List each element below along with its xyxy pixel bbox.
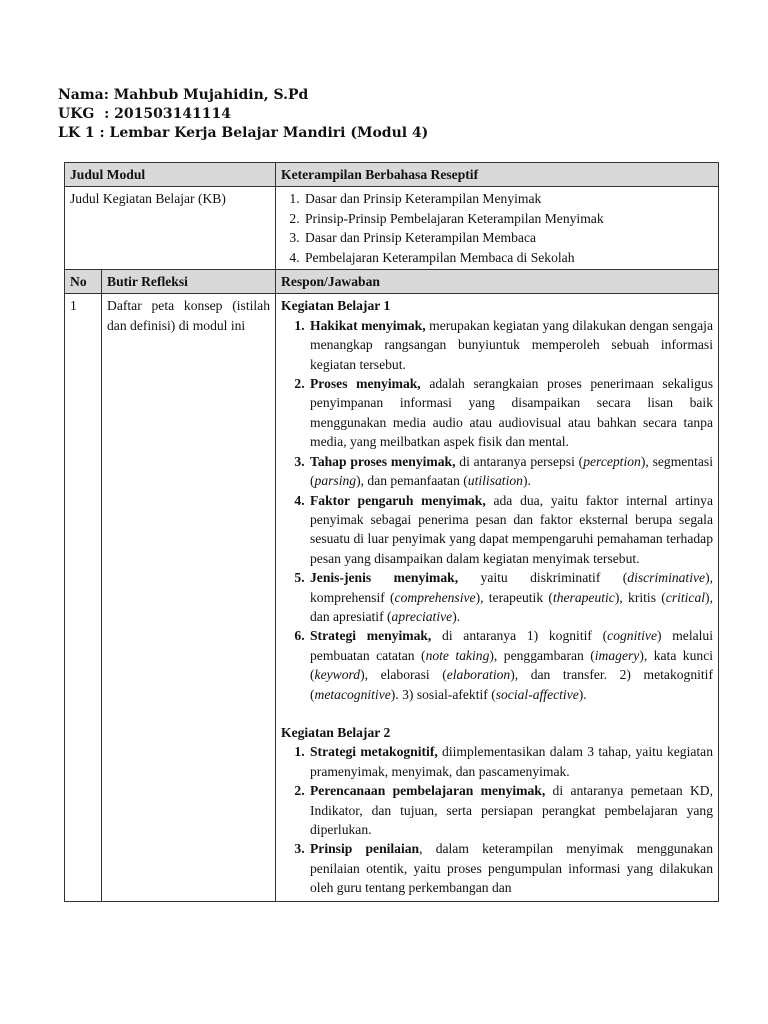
- kb-list: [281, 189, 713, 267]
- kb1-title: Kegiatan Belajar 1: [281, 298, 391, 314]
- nama-label: Nama: [58, 87, 104, 103]
- butir-refleksi-cell: Daftar peta konsep (istilah dan definisi) di modul ini: [102, 294, 276, 901]
- kb1-item-faktor: 4. Faktor pengaruh menyimak, ada dua, yaitu faktor internal artinya penyimak sebagai penerima pesan dan faktor eksternal berupa segala sesuatu di luar penyimak yang dapat mempengaruhi pemahaman terhadap pesan yang disampaikan dalam kegiatan menyimak tersebut.: [308, 491, 713, 569]
- kb2-item-strategi: 1. Strategi metakognitif, diimplementasikan dalam 3 tahap, yaitu kegiatan pramenyimak, menyimak, dan pascamenyimak.: [308, 742, 713, 781]
- kb-list-cell: [276, 187, 719, 270]
- col-no-header: No: [65, 270, 102, 294]
- kb2-item-perencanaan: 2. Perencanaan pembelajaran menyimak, di antaranya pemetaan KD, Indikator, dan tujuan, serta persiapan perangkat pembelajaran yang diperlukan.: [308, 781, 713, 839]
- kb-title-row: [65, 187, 719, 270]
- nama-line: [58, 86, 428, 105]
- worksheet-table: [64, 162, 719, 902]
- kb1-item-strategi: 6. Strategi menyimak, di antaranya 1) kognitif (cognitive) melalui pembuatan catatan (note taking), penggambaran (imagery), kata kunci (keyword), elaborasi (elaboration), dan transfer. 2) metakognitif (metacognitive). 3) sosial-afektif (social-affective).: [308, 626, 713, 704]
- kb1-list: [281, 316, 713, 704]
- judul-modul-label: Judul Modul: [65, 163, 276, 187]
- kb-item: 4. Pembelajaran Keterampilan Membaca di Sekolah: [303, 248, 713, 267]
- kb-item: 2. Prinsip-Prinsip Pembelajaran Keterampilan Menyimak: [303, 209, 713, 228]
- row-number: 1: [65, 294, 102, 901]
- lk-value: : Lembar Kerja Belajar Mandiri (Modul 4): [99, 125, 429, 141]
- respon-cell: [276, 294, 719, 901]
- reflection-row: [65, 294, 719, 901]
- module-title-row: [65, 163, 719, 187]
- kb1-item-tahap: 3. Tahap proses menyimak, di antaranya persepsi (perception), segmentasi (parsing), dan pemanfaatan (utilisation).: [308, 452, 713, 491]
- ukg-value: : 201503141114: [104, 106, 232, 122]
- kb-item: 1. Dasar dan Prinsip Keterampilan Menyimak: [303, 189, 713, 208]
- judul-kb-label: Judul Kegiatan Belajar (KB): [65, 187, 276, 270]
- kb1-item-proses: 2. Proses menyimak, adalah serangkaian proses penerimaan sekaligus penyimpanan informasi yang disampaikan secara lisan baik menggunakan media audio atau audiovisual atau bahkan secara tanpa media, yang meilbatkan aspek fisik dan mental.: [308, 374, 713, 452]
- kb2-list: [281, 742, 713, 897]
- lk-label: LK 1: [58, 125, 95, 141]
- column-header-row: [65, 270, 719, 294]
- nama-value: : Mahbub Mujahidin, S.Pd: [103, 87, 309, 103]
- col-butir-header: Butir Refleksi: [102, 270, 276, 294]
- lk-line: [58, 124, 428, 143]
- col-respon-header: Respon/Jawaban: [276, 270, 719, 294]
- judul-modul-value: Keterampilan Berbahasa Reseptif: [276, 163, 719, 187]
- kb2-title: Kegiatan Belajar 2: [281, 724, 391, 740]
- document-header: [58, 86, 428, 143]
- kb1-item-jenis: 5. Jenis-jenis menyimak, yaitu diskriminatif (discriminative), komprehensif (comprehensive), terapeutik (therapeutic), kritis (critical), dan apresiatif (apreciative).: [308, 568, 713, 626]
- ukg-label: UKG: [58, 106, 95, 122]
- kb2-item-prinsip: 3. Prinsip penilaian, dalam keterampilan menyimak menggunakan penilaian otentik, yaitu proses pengumpulan informasi yang dilakukan oleh guru tentang perkembangan dan: [308, 839, 713, 897]
- kb-item: 3. Dasar dan Prinsip Keterampilan Membaca: [303, 228, 713, 247]
- ukg-line: [58, 105, 428, 124]
- kb1-item-hakikat: 1. Hakikat menyimak, merupakan kegiatan yang dilakukan dengan sengaja menangkap rangsangan bunyiuntuk memperoleh sebuah informasi kegiatan tersebut.: [308, 316, 713, 374]
